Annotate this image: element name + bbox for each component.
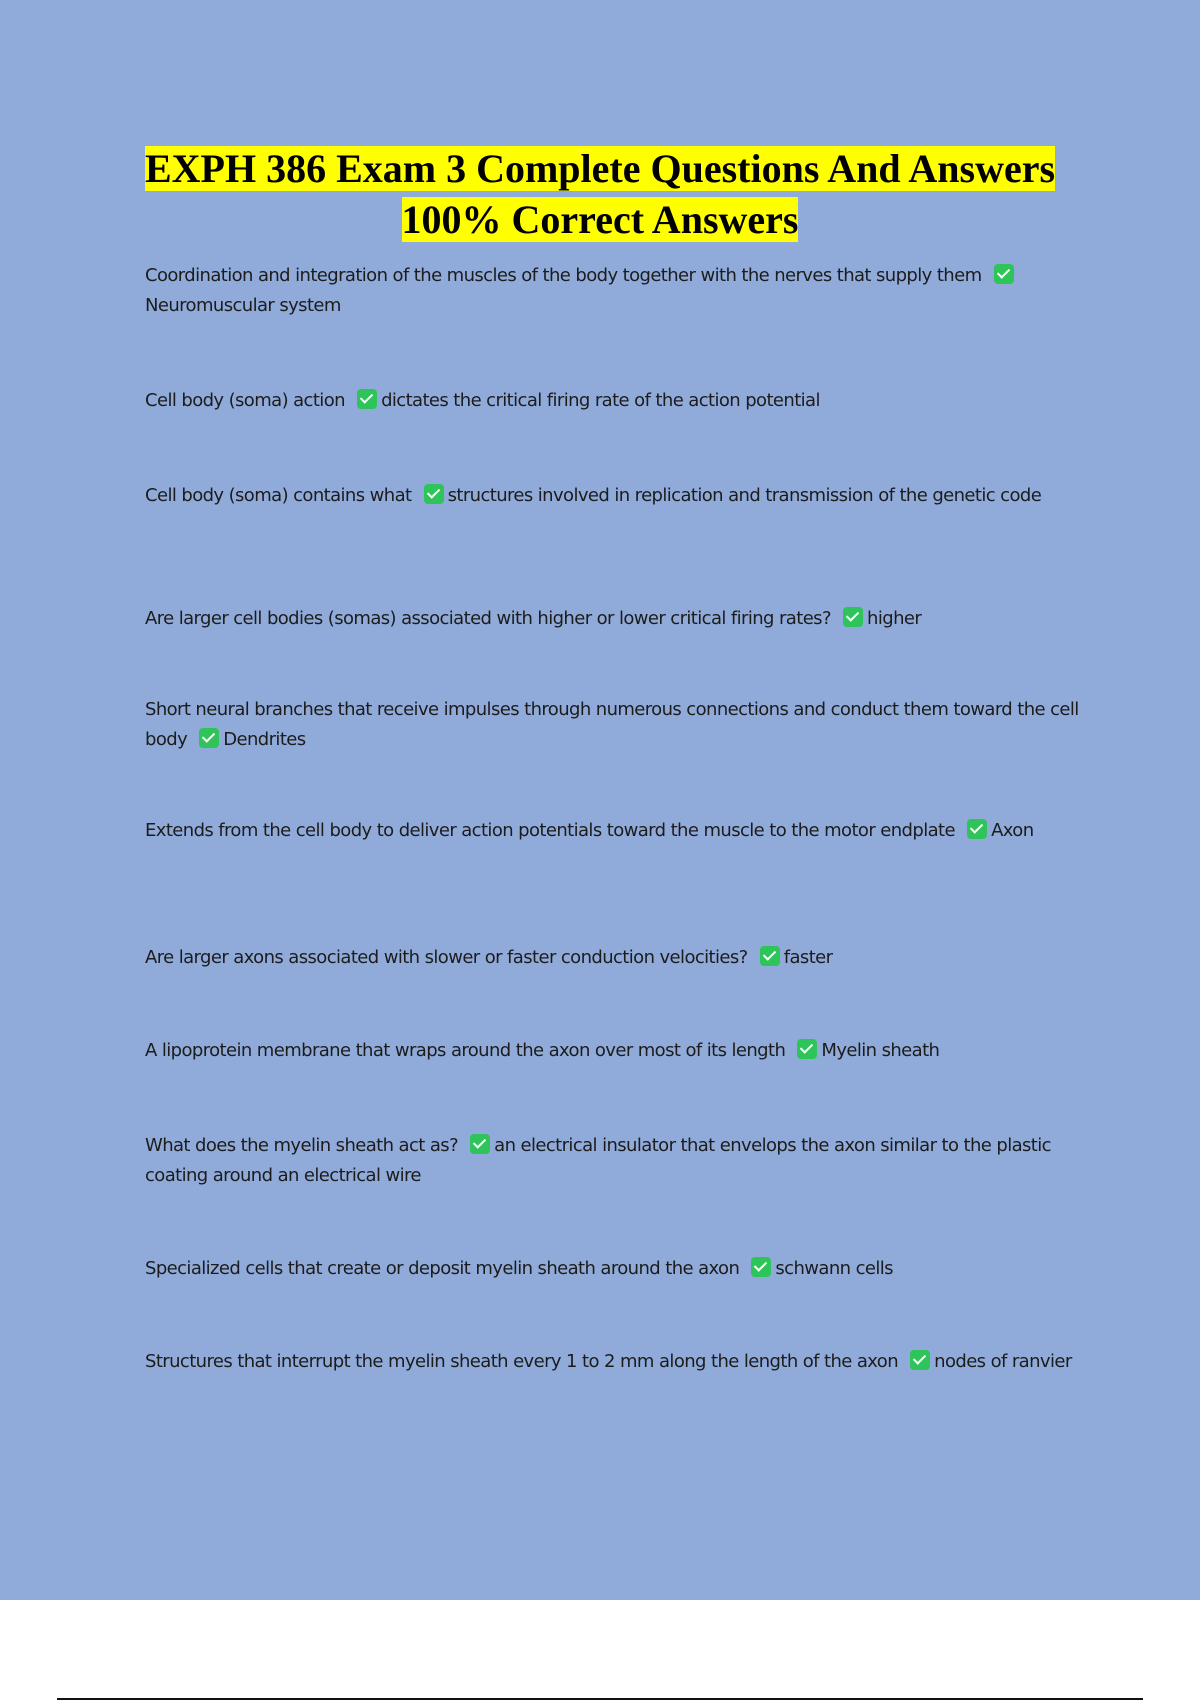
check-mark-icon [910, 1350, 930, 1370]
answer-text: Myelin sheath [821, 1040, 940, 1061]
answer-text: Dendrites [223, 729, 306, 750]
question-text: Structures that interrupt the myelin sheath every 1 to 2 mm along the length of the axon [145, 1351, 899, 1372]
check-mark-icon [797, 1039, 817, 1059]
question-text: What does the myelin sheath act as? [145, 1135, 459, 1156]
qa-item [145, 943, 1080, 973]
qa-item [145, 816, 1080, 846]
qa-item [145, 386, 1080, 416]
qa-item [145, 1254, 1080, 1284]
qa-item [145, 481, 1080, 511]
qa-item [145, 1036, 1080, 1066]
check-mark-icon [967, 819, 987, 839]
question-text: Are larger cell bodies (somas) associated with higher or lower critical firing rates? [145, 608, 831, 629]
answer-text: structures involved in replication and transmission of the genetic code [447, 485, 1042, 506]
question-text: Coordination and integration of the muscles of the body together with the nerves that supply them [145, 265, 982, 286]
qa-item [145, 695, 1080, 755]
document-title [0, 143, 1200, 245]
question-text: Cell body (soma) action [145, 390, 345, 411]
answer-text: Neuromuscular system [145, 295, 341, 316]
qa-item [145, 604, 1080, 634]
question-text: Short neural branches that receive impulses through numerous connections and conduct them toward the cell body [145, 699, 1079, 750]
answer-text: faster [783, 947, 833, 968]
title-line-2: 100% Correct Answers [401, 197, 799, 242]
question-text: Extends from the cell body to deliver action potentials toward the muscle to the motor endplate [145, 820, 955, 841]
title-line-1: EXPH 386 Exam 3 Complete Questions And Answers [144, 146, 1056, 191]
answer-text: nodes of ranvier [934, 1351, 1072, 1372]
check-mark-icon [470, 1134, 490, 1154]
check-mark-icon [843, 607, 863, 627]
check-mark-icon [424, 484, 444, 504]
check-mark-icon [760, 946, 780, 966]
question-text: Cell body (soma) contains what [145, 485, 412, 506]
question-text: Are larger axons associated with slower or faster conduction velocities? [145, 947, 748, 968]
answer-text: higher [867, 608, 922, 629]
question-text: A lipoprotein membrane that wraps around the axon over most of its length [145, 1040, 786, 1061]
check-mark-icon [199, 728, 219, 748]
check-mark-icon [994, 264, 1014, 284]
question-text: Specialized cells that create or deposit myelin sheath around the axon [145, 1258, 740, 1279]
answer-text: an electrical insulator that envelops the axon similar to the plastic coating around an electrical wire [145, 1135, 1051, 1186]
answer-text: schwann cells [775, 1258, 893, 1279]
answer-text: Axon [991, 820, 1034, 841]
qa-item [145, 1131, 1080, 1191]
qa-item [145, 261, 1080, 321]
check-mark-icon [751, 1257, 771, 1277]
check-mark-icon [357, 389, 377, 409]
qa-item [145, 1347, 1080, 1377]
answer-text: dictates the critical firing rate of the action potential [381, 390, 820, 411]
